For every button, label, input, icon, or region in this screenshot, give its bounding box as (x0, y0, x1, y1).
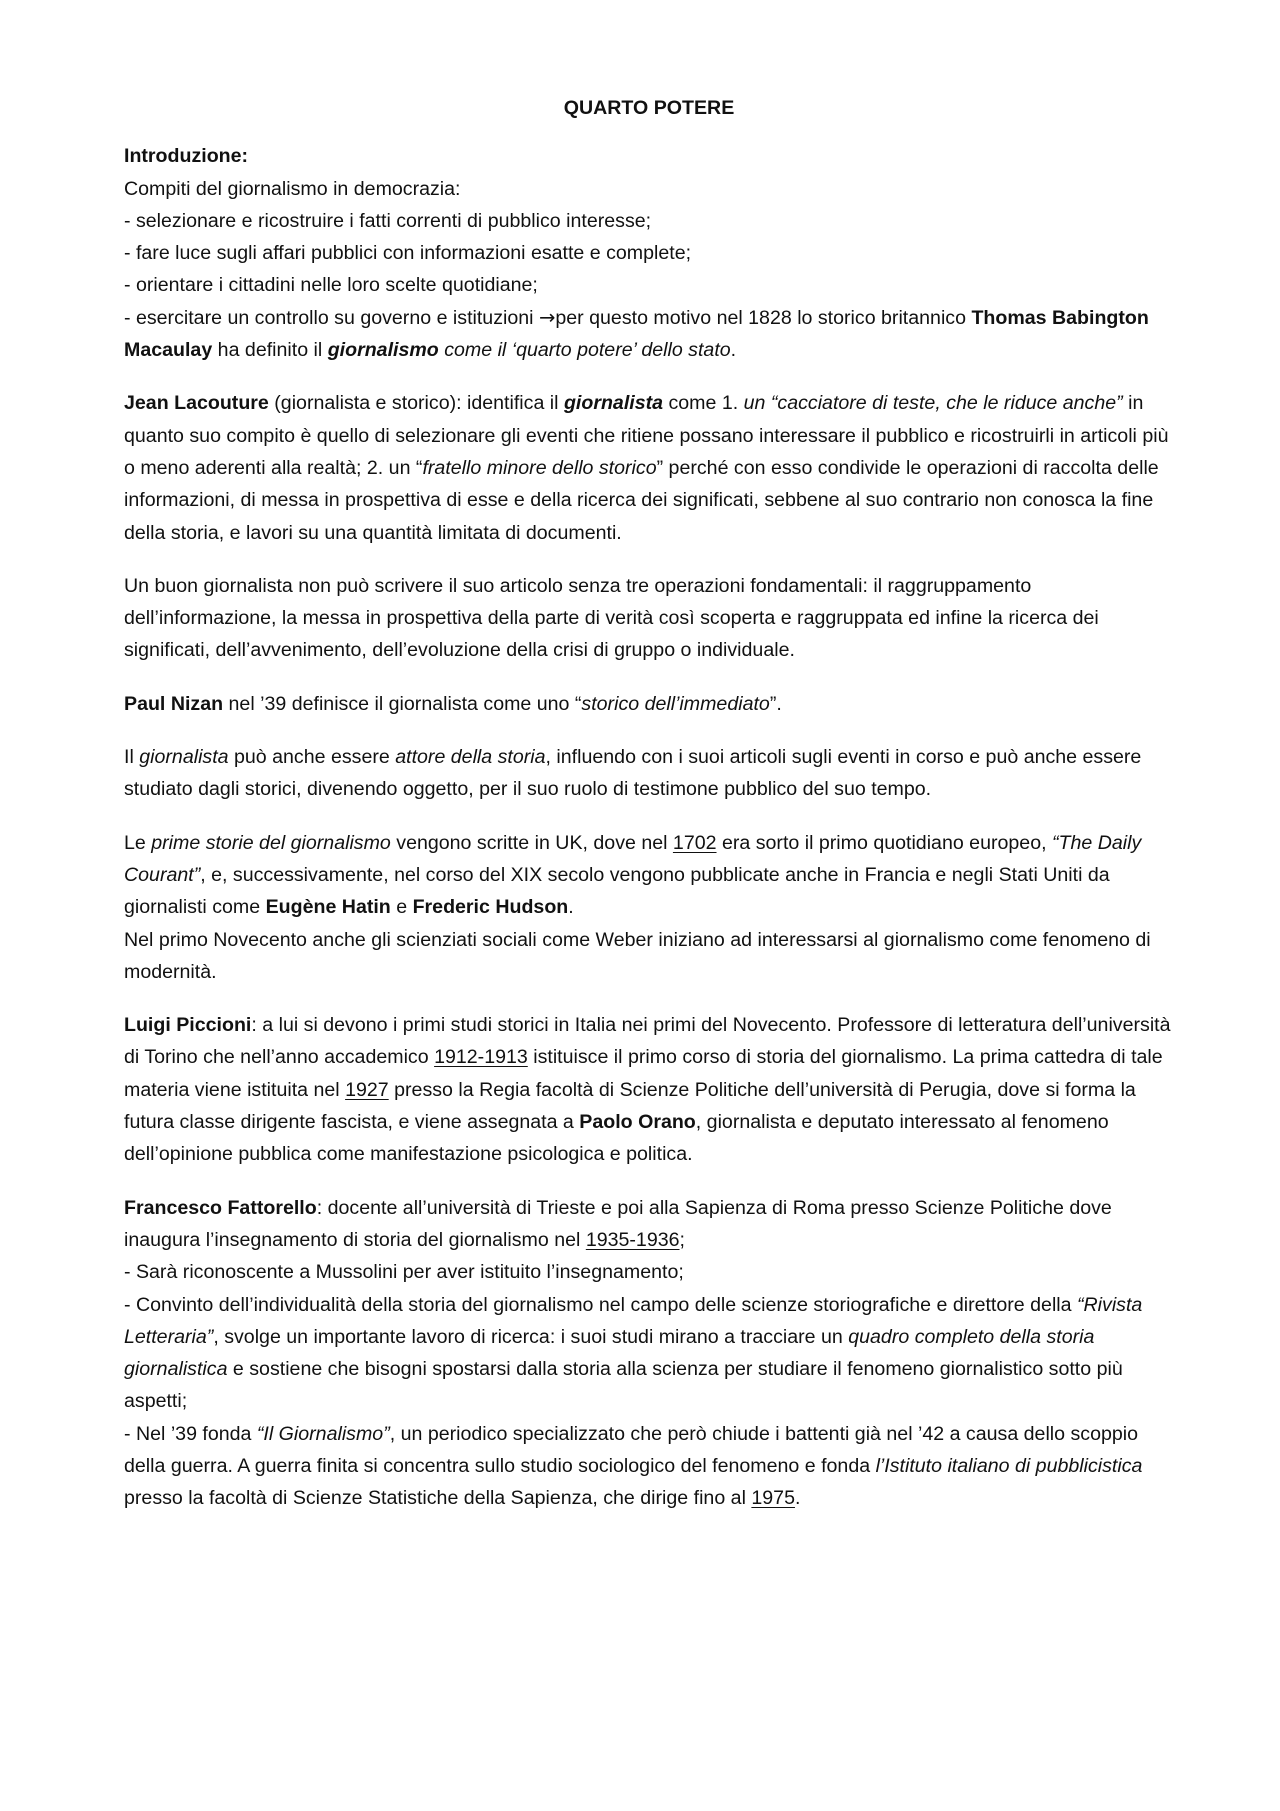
macaulay-name: Thomas Babington Macaulay (124, 306, 1149, 362)
page-title: QUARTO POTERE (563, 97, 735, 119)
attore-paragraph: Il giornalista può anche essere attore della storia, influendo con i suoi articoli sugli eventi in corso e può anche essere studiato dagli storici, divenendo oggetto, per il suo ruolo di testimone pubblico del suo tempo. (124, 746, 1142, 801)
piccioni-name: Luigi Piccioni (124, 1014, 252, 1037)
piccioni-paragraph: Luigi Piccioni: a lui si devono i primi studi storici in Italia nei primi del Novecento. Professore di letteratura dell’università di Torino che nell’anno accademico 1912-1913 istituisce il primo corso di storia del giornalismo. La prima cattedra di tale materia viene istituita nel 1927 presso la Regia facoltà di Scienze Politiche dell’università di Perugia, dove si forma la futura classe dirigente fascista, e viene assegnata a Paolo Orano, giornalista e deputato interessato al fenomeno dell’opinione pubblica come manifestazione psicologica e politica. (124, 1014, 1171, 1166)
lacouture-paragraph: Jean Lacouture (giornalista e storico): identifica il giornalista come 1. un “cacciatore di teste, che le riduce anche” in quanto suo compito è quello di selezionare gli eventi che ritiene possano interessare il pubblico e ricostruirli in articoli più o meno aderenti alla realtà; 2. un “fratello minore dello storico” perché con esso condivide le operazioni di raccolta delle informazioni, di messa in prospettiva di esse e della ricerca dei significati, sebbene al suo contrario non conosca la fine della storia, e lavori su una quantità limitata di documenti. (124, 392, 1169, 544)
intro-heading: Introduzione: (124, 145, 249, 168)
document-page (124, 92, 1174, 1515)
intro-item: - fare luce sugli affari pubblici con informazioni esatte e complete; (124, 242, 692, 265)
fattorello-paragraph: Francesco Fattorello: docente all’università di Trieste e poi alla Sapienza di Roma presso Scienze Politiche dove inaugura l’insegnamento di storia del giornalismo nel 1935-1936; - Sarà riconoscente a Mussolini per aver istituito l’insegnamento; - Convinto dell’individualità della storia del giornalismo nel campo delle scienze storiografiche e direttore della “Rivista Letteraria”, svolge un importante lavoro di ricerca: i suoi studi mirano a tracciare un quadro completo della storia giornalistica e sostiene che bisogni spostarsi dalla storia alla scienza per studiare il fenomeno giornalistico sotto più aspetti; - Nel ’39 fonda “Il Giornalismo”, un periodico specializzato che però chiude i battenti già nel ’42 a causa dello scoppio della guerra. A guerra finita si concentra sullo studio sociologico del fenomeno e fonda l’Istituto italiano di pubblicistica presso la facoltà di Scienze Statistiche della Sapienza, che dirige fino al 1975. (124, 1192, 1174, 1515)
intro-item: - selezionare e ricostruire i fatti correnti di pubblico interesse; (124, 209, 652, 232)
weber-line: Nel primo Novecento anche gli scienziati sociali come Weber iniziano ad interessarsi al giornalismo come fenomeno di modernità. (124, 928, 1151, 983)
fattorello-item: - Sarà riconoscente a Mussolini per aver istituito l’insegnamento; (124, 1261, 684, 1284)
lacouture-name: Jean Lacouture (124, 392, 269, 415)
fattorello-name: Francesco Fattorello (124, 1196, 317, 1219)
nizan-paragraph: Paul Nizan nel ’39 definisce il giornalista come uno “storico dell’immediato”. (124, 692, 782, 715)
buon-giornalista-paragraph: Un buon giornalista non può scrivere il suo articolo senza tre operazioni fondamentali: il raggruppamento dell’informazione, la messa in prospettiva della parte di verità così scoperta e raggruppata ed infine la ricerca dei significati, dell’avvenimento, dell’evoluzione della crisi di gruppo o individuale. (124, 574, 1099, 662)
storie-paragraph: Le prime storie del giornalismo vengono scritte in UK, dove nel 1702 era sorto il primo quotidiano europeo, “The Daily Courant”, e, successivamente, nel corso del XIX secolo vengono pubblicate anche in Francia e negli Stati Uniti da giornalisti come Eugène Hatin e Frederic Hudson. Nel primo Novecento anche gli scienziati sociali come Weber iniziano ad interessarsi al giornalismo come fenomeno di modernità. (124, 827, 1174, 988)
fattorello-item: - Nel ’39 fonda “Il Giornalismo”, un periodico specializzato che però chiude i battenti già nel ’42 a causa dello scoppio della guerra. A guerra finita si concentra sullo studio sociologico del fenomeno e fonda l’Istituto italiano di pubblicistica presso la facoltà di Scienze Statistiche della Sapienza, che dirige fino al 1975. (124, 1422, 1143, 1510)
nizan-name: Paul Nizan (124, 692, 224, 715)
arrow-right-icon: → (538, 305, 556, 329)
year-underlined: 1702 (672, 831, 717, 854)
intro-lead: Compiti del giornalismo in democrazia: (124, 177, 461, 200)
fattorello-item: - Convinto dell’individualità della storia del giornalismo nel campo delle scienze storiografiche e direttore della “Rivista Letteraria”, svolge un importante lavoro di ricerca: i suoi studi mirano a tracciare un quadro completo della storia giornalistica e sostiene che bisogni spostarsi dalla storia alla scienza per studiare il fenomeno giornalistico sotto più aspetti; (124, 1293, 1143, 1413)
intro-section (124, 140, 1174, 366)
intro-item-last: - esercitare un controllo su governo e istituzioni →per questo motivo nel 1828 lo storico britannico Thomas Babington Macaulay ha definito il giornalismo come il ‘quarto potere’ dello stato. (124, 305, 1149, 362)
intro-item: - orientare i cittadini nelle loro scelte quotidiane; (124, 274, 538, 297)
term-giornalismo: giornalismo (327, 339, 439, 362)
